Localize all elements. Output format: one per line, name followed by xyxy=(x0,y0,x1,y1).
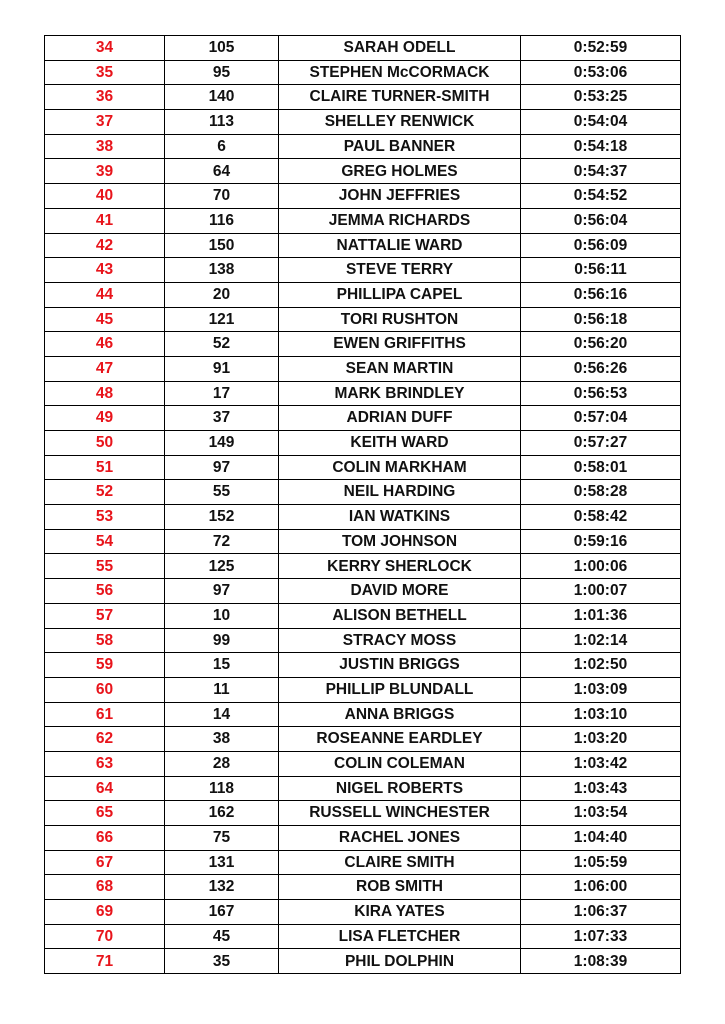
runner-name-cell: ROB SMITH xyxy=(279,875,521,900)
runner-name-cell: SARAH ODELL xyxy=(279,36,521,61)
finish-time-cell: 0:57:27 xyxy=(521,431,681,456)
runner-name-cell: KIRA YATES xyxy=(279,900,521,925)
finish-time-cell: 0:54:52 xyxy=(521,184,681,209)
bib-number-cell: 132 xyxy=(165,875,279,900)
runner-name-cell: STRACY MOSS xyxy=(279,628,521,653)
finish-time-cell: 0:58:01 xyxy=(521,455,681,480)
runner-name-cell: STEVE TERRY xyxy=(279,258,521,283)
bib-number-cell: 37 xyxy=(165,406,279,431)
runner-name-cell: COLIN COLEMAN xyxy=(279,751,521,776)
bib-number-cell: 10 xyxy=(165,603,279,628)
runner-name-cell: TOM JOHNSON xyxy=(279,529,521,554)
bib-number-cell: 38 xyxy=(165,727,279,752)
position-cell: 34 xyxy=(45,36,165,61)
bib-number-cell: 64 xyxy=(165,159,279,184)
table-row xyxy=(45,307,681,332)
position-cell: 59 xyxy=(45,653,165,678)
table-row xyxy=(45,677,681,702)
bib-number-cell: 140 xyxy=(165,85,279,110)
bib-number-cell: 15 xyxy=(165,653,279,678)
position-cell: 67 xyxy=(45,850,165,875)
bib-number-cell: 45 xyxy=(165,924,279,949)
bib-number-cell: 149 xyxy=(165,431,279,456)
runner-name-cell: JOHN JEFFRIES xyxy=(279,184,521,209)
runner-name-cell: KEITH WARD xyxy=(279,431,521,456)
bib-number-cell: 28 xyxy=(165,751,279,776)
table-row xyxy=(45,480,681,505)
finish-time-cell: 0:52:59 xyxy=(521,36,681,61)
runner-name-cell: KERRY SHERLOCK xyxy=(279,554,521,579)
finish-time-cell: 1:03:54 xyxy=(521,801,681,826)
runner-name-cell: SHELLEY RENWICK xyxy=(279,110,521,135)
runner-name-cell: MARK BRINDLEY xyxy=(279,381,521,406)
table-row xyxy=(45,332,681,357)
position-cell: 35 xyxy=(45,60,165,85)
position-cell: 38 xyxy=(45,134,165,159)
table-row xyxy=(45,110,681,135)
table-row xyxy=(45,727,681,752)
finish-time-cell: 0:56:26 xyxy=(521,356,681,381)
finish-time-cell: 0:59:16 xyxy=(521,529,681,554)
position-cell: 50 xyxy=(45,431,165,456)
bib-number-cell: 17 xyxy=(165,381,279,406)
position-cell: 58 xyxy=(45,628,165,653)
runner-name-cell: STEPHEN McCORMACK xyxy=(279,60,521,85)
runner-name-cell: IAN WATKINS xyxy=(279,505,521,530)
bib-number-cell: 105 xyxy=(165,36,279,61)
finish-time-cell: 0:54:37 xyxy=(521,159,681,184)
bib-number-cell: 11 xyxy=(165,677,279,702)
table-row xyxy=(45,282,681,307)
position-cell: 54 xyxy=(45,529,165,554)
position-cell: 52 xyxy=(45,480,165,505)
runner-name-cell: GREG HOLMES xyxy=(279,159,521,184)
bib-number-cell: 152 xyxy=(165,505,279,530)
table-row xyxy=(45,356,681,381)
table-row xyxy=(45,406,681,431)
table-row xyxy=(45,826,681,851)
finish-time-cell: 0:56:20 xyxy=(521,332,681,357)
table-row xyxy=(45,529,681,554)
finish-time-cell: 0:56:04 xyxy=(521,208,681,233)
bib-number-cell: 116 xyxy=(165,208,279,233)
position-cell: 65 xyxy=(45,801,165,826)
bib-number-cell: 131 xyxy=(165,850,279,875)
finish-time-cell: 0:54:04 xyxy=(521,110,681,135)
finish-time-cell: 1:04:40 xyxy=(521,826,681,851)
finish-time-cell: 0:56:53 xyxy=(521,381,681,406)
position-cell: 45 xyxy=(45,307,165,332)
position-cell: 71 xyxy=(45,949,165,974)
finish-time-cell: 1:02:50 xyxy=(521,653,681,678)
finish-time-cell: 1:05:59 xyxy=(521,850,681,875)
table-row xyxy=(45,875,681,900)
runner-name-cell: PHILLIPA CAPEL xyxy=(279,282,521,307)
table-row xyxy=(45,381,681,406)
finish-time-cell: 1:06:00 xyxy=(521,875,681,900)
bib-number-cell: 167 xyxy=(165,900,279,925)
table-row xyxy=(45,134,681,159)
bib-number-cell: 14 xyxy=(165,702,279,727)
table-row xyxy=(45,653,681,678)
table-row xyxy=(45,603,681,628)
bib-number-cell: 20 xyxy=(165,282,279,307)
runner-name-cell: CLAIRE SMITH xyxy=(279,850,521,875)
bib-number-cell: 138 xyxy=(165,258,279,283)
finish-time-cell: 1:03:42 xyxy=(521,751,681,776)
runner-name-cell: DAVID MORE xyxy=(279,579,521,604)
position-cell: 69 xyxy=(45,900,165,925)
finish-time-cell: 1:03:10 xyxy=(521,702,681,727)
bib-number-cell: 75 xyxy=(165,826,279,851)
bib-number-cell: 97 xyxy=(165,455,279,480)
table-row xyxy=(45,579,681,604)
position-cell: 70 xyxy=(45,924,165,949)
finish-time-cell: 0:53:06 xyxy=(521,60,681,85)
table-row xyxy=(45,60,681,85)
table-row xyxy=(45,36,681,61)
finish-time-cell: 0:56:16 xyxy=(521,282,681,307)
runner-name-cell: RACHEL JONES xyxy=(279,826,521,851)
runner-name-cell: ADRIAN DUFF xyxy=(279,406,521,431)
position-cell: 42 xyxy=(45,233,165,258)
table-row xyxy=(45,208,681,233)
table-row xyxy=(45,776,681,801)
finish-time-cell: 1:00:07 xyxy=(521,579,681,604)
runner-name-cell: TORI RUSHTON xyxy=(279,307,521,332)
bib-number-cell: 99 xyxy=(165,628,279,653)
runner-name-cell: PHIL DOLPHIN xyxy=(279,949,521,974)
runner-name-cell: JUSTIN BRIGGS xyxy=(279,653,521,678)
bib-number-cell: 97 xyxy=(165,579,279,604)
finish-time-cell: 1:07:33 xyxy=(521,924,681,949)
bib-number-cell: 52 xyxy=(165,332,279,357)
finish-time-cell: 0:57:04 xyxy=(521,406,681,431)
results-table xyxy=(44,35,681,974)
finish-time-cell: 0:56:18 xyxy=(521,307,681,332)
position-cell: 49 xyxy=(45,406,165,431)
position-cell: 41 xyxy=(45,208,165,233)
finish-time-cell: 0:53:25 xyxy=(521,85,681,110)
position-cell: 44 xyxy=(45,282,165,307)
finish-time-cell: 0:58:42 xyxy=(521,505,681,530)
bib-number-cell: 6 xyxy=(165,134,279,159)
finish-time-cell: 1:03:20 xyxy=(521,727,681,752)
table-row xyxy=(45,949,681,974)
runner-name-cell: CLAIRE TURNER-SMITH xyxy=(279,85,521,110)
finish-time-cell: 0:56:11 xyxy=(521,258,681,283)
position-cell: 64 xyxy=(45,776,165,801)
position-cell: 47 xyxy=(45,356,165,381)
finish-time-cell: 1:00:06 xyxy=(521,554,681,579)
position-cell: 60 xyxy=(45,677,165,702)
position-cell: 61 xyxy=(45,702,165,727)
position-cell: 53 xyxy=(45,505,165,530)
table-row xyxy=(45,554,681,579)
runner-name-cell: LISA FLETCHER xyxy=(279,924,521,949)
position-cell: 62 xyxy=(45,727,165,752)
runner-name-cell: ROSEANNE EARDLEY xyxy=(279,727,521,752)
position-cell: 55 xyxy=(45,554,165,579)
table-row xyxy=(45,702,681,727)
finish-time-cell: 0:58:28 xyxy=(521,480,681,505)
bib-number-cell: 70 xyxy=(165,184,279,209)
table-row xyxy=(45,900,681,925)
bib-number-cell: 35 xyxy=(165,949,279,974)
bib-number-cell: 121 xyxy=(165,307,279,332)
position-cell: 63 xyxy=(45,751,165,776)
bib-number-cell: 150 xyxy=(165,233,279,258)
table-row xyxy=(45,850,681,875)
table-row xyxy=(45,628,681,653)
position-cell: 56 xyxy=(45,579,165,604)
results-body xyxy=(45,36,681,974)
position-cell: 37 xyxy=(45,110,165,135)
bib-number-cell: 125 xyxy=(165,554,279,579)
finish-time-cell: 1:01:36 xyxy=(521,603,681,628)
runner-name-cell: COLIN MARKHAM xyxy=(279,455,521,480)
runner-name-cell: ANNA BRIGGS xyxy=(279,702,521,727)
table-row xyxy=(45,455,681,480)
finish-time-cell: 1:06:37 xyxy=(521,900,681,925)
bib-number-cell: 72 xyxy=(165,529,279,554)
position-cell: 43 xyxy=(45,258,165,283)
position-cell: 57 xyxy=(45,603,165,628)
runner-name-cell: NIGEL ROBERTS xyxy=(279,776,521,801)
position-cell: 68 xyxy=(45,875,165,900)
finish-time-cell: 1:08:39 xyxy=(521,949,681,974)
position-cell: 39 xyxy=(45,159,165,184)
runner-name-cell: PAUL BANNER xyxy=(279,134,521,159)
table-row xyxy=(45,801,681,826)
finish-time-cell: 1:03:43 xyxy=(521,776,681,801)
runner-name-cell: NEIL HARDING xyxy=(279,480,521,505)
runner-name-cell: ALISON BETHELL xyxy=(279,603,521,628)
table-row xyxy=(45,431,681,456)
runner-name-cell: PHILLIP BLUNDALL xyxy=(279,677,521,702)
bib-number-cell: 55 xyxy=(165,480,279,505)
position-cell: 36 xyxy=(45,85,165,110)
runner-name-cell: NATTALIE WARD xyxy=(279,233,521,258)
runner-name-cell: RUSSELL WINCHESTER xyxy=(279,801,521,826)
finish-time-cell: 0:54:18 xyxy=(521,134,681,159)
finish-time-cell: 1:03:09 xyxy=(521,677,681,702)
position-cell: 46 xyxy=(45,332,165,357)
table-row xyxy=(45,233,681,258)
table-row xyxy=(45,159,681,184)
table-row xyxy=(45,85,681,110)
position-cell: 51 xyxy=(45,455,165,480)
runner-name-cell: EWEN GRIFFITHS xyxy=(279,332,521,357)
bib-number-cell: 113 xyxy=(165,110,279,135)
position-cell: 66 xyxy=(45,826,165,851)
finish-time-cell: 1:02:14 xyxy=(521,628,681,653)
table-row xyxy=(45,184,681,209)
runner-name-cell: JEMMA RICHARDS xyxy=(279,208,521,233)
runner-name-cell: SEAN MARTIN xyxy=(279,356,521,381)
table-row xyxy=(45,924,681,949)
table-row xyxy=(45,505,681,530)
finish-time-cell: 0:56:09 xyxy=(521,233,681,258)
position-cell: 40 xyxy=(45,184,165,209)
bib-number-cell: 95 xyxy=(165,60,279,85)
bib-number-cell: 162 xyxy=(165,801,279,826)
bib-number-cell: 91 xyxy=(165,356,279,381)
bib-number-cell: 118 xyxy=(165,776,279,801)
position-cell: 48 xyxy=(45,381,165,406)
table-row xyxy=(45,751,681,776)
table-row xyxy=(45,258,681,283)
